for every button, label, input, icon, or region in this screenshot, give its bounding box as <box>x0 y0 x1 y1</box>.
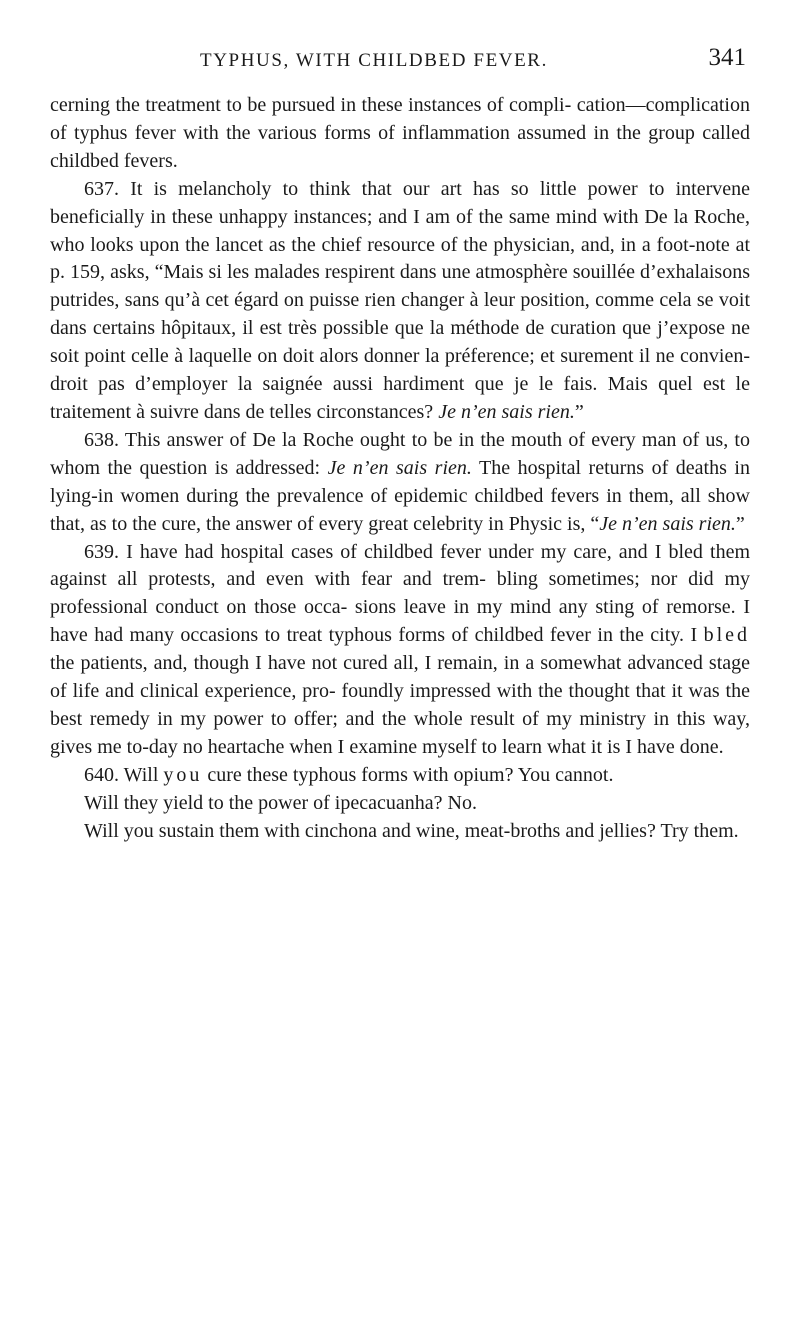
spaced-word: bled <box>703 624 750 647</box>
paragraph-text: Will they yield to the power of ipecacuanha? No. <box>84 791 477 814</box>
closing-quote: ” <box>574 400 584 423</box>
italic-quote: Je n’en sais rien. <box>599 512 736 535</box>
closing-quote: ” <box>735 512 745 535</box>
body-text <box>50 92 750 845</box>
paragraph-text: 638. This answer of De la Roche ought to be in the mouth of every man of us, to whom the question is addressed: <box>50 428 750 479</box>
question-ipecacuanha <box>50 790 750 818</box>
italic-quote: Je n’en sais rien. <box>438 400 575 423</box>
running-title: TYPHUS, WITH CHILDBED FEVER. <box>200 50 548 71</box>
page-number: 341 <box>708 44 746 71</box>
paragraph-text: 639. I have had hospital cases of childbed fever under my care, and I bled them against all protests, and even with fear and trem- bling sometimes; nor did my professional conduct on those occa- sions leave in my mind any sting of remorse. I have had many occasions to treat typhous forms of childbed fever in the city. I <box>50 540 750 647</box>
paragraph-text: Will you sustain them with cinchona and wine, meat-broths and jellies? Try them. <box>84 819 739 842</box>
book-page <box>50 0 750 842</box>
paragraph-text: cerning the treatment to be pursued in these instances of compli- cation—complication of typhus fever with the various forms of inflammation assumed in the group called childbed fevers. <box>50 94 750 172</box>
spaced-word: you <box>163 763 203 786</box>
paragraph-text: the patients, and, though I have not cured all, I remain, in a somewhat advanced stage of life and clinical experience, pro- foundly impressed with the thought that it was the best remedy in my power to offer; and the whole result of my ministry in this way, gives me to-day no heartache when I examine myself to learn what it is I have done. <box>50 652 750 758</box>
question-cinchona <box>50 818 750 846</box>
paragraph-638 <box>50 427 750 539</box>
paragraph-text: 637. It is melancholy to think that our art has so little power to intervene beneficially in these unhappy instances; and I am of the same mind with De la Roche, who looks upon the lancet as the chief resource of the physician, and, in a foot-note at p. 159, asks, “Mais si les malades respirent dans une atmosphère souillée d’exhalaisons putrides, sans qu’à cet égard on puisse rien changer à leur position, comme cela se voit dans certains hôpitaux, il est très possible que la méthode de curation que j’expose ne soit point celle à laquelle on doit alors donner la préference; et surement il ne convien- droit pas d’employer la saignée aussi hardiment que je le fais. Mais quel est le traitement à suivre dans de telles circonstances? <box>50 177 750 423</box>
paragraph-text: The hospital returns of deaths in lying-in women during the prevalence of epidemic childbed fevers in them, all show that, as to the cure, the answer of every great celebrity in Physic is, “ <box>50 456 750 535</box>
paragraph-639 <box>50 539 750 762</box>
paragraph-640 <box>50 762 750 790</box>
running-head <box>50 0 750 80</box>
italic-quote: Je n’en sais rien. <box>327 456 472 479</box>
paragraph-text: 640. Will <box>84 763 164 786</box>
paragraph-continuation <box>50 92 750 176</box>
paragraph-text: cure these typhous forms with opium? You cannot. <box>202 763 614 786</box>
paragraph-637 <box>50 176 750 427</box>
